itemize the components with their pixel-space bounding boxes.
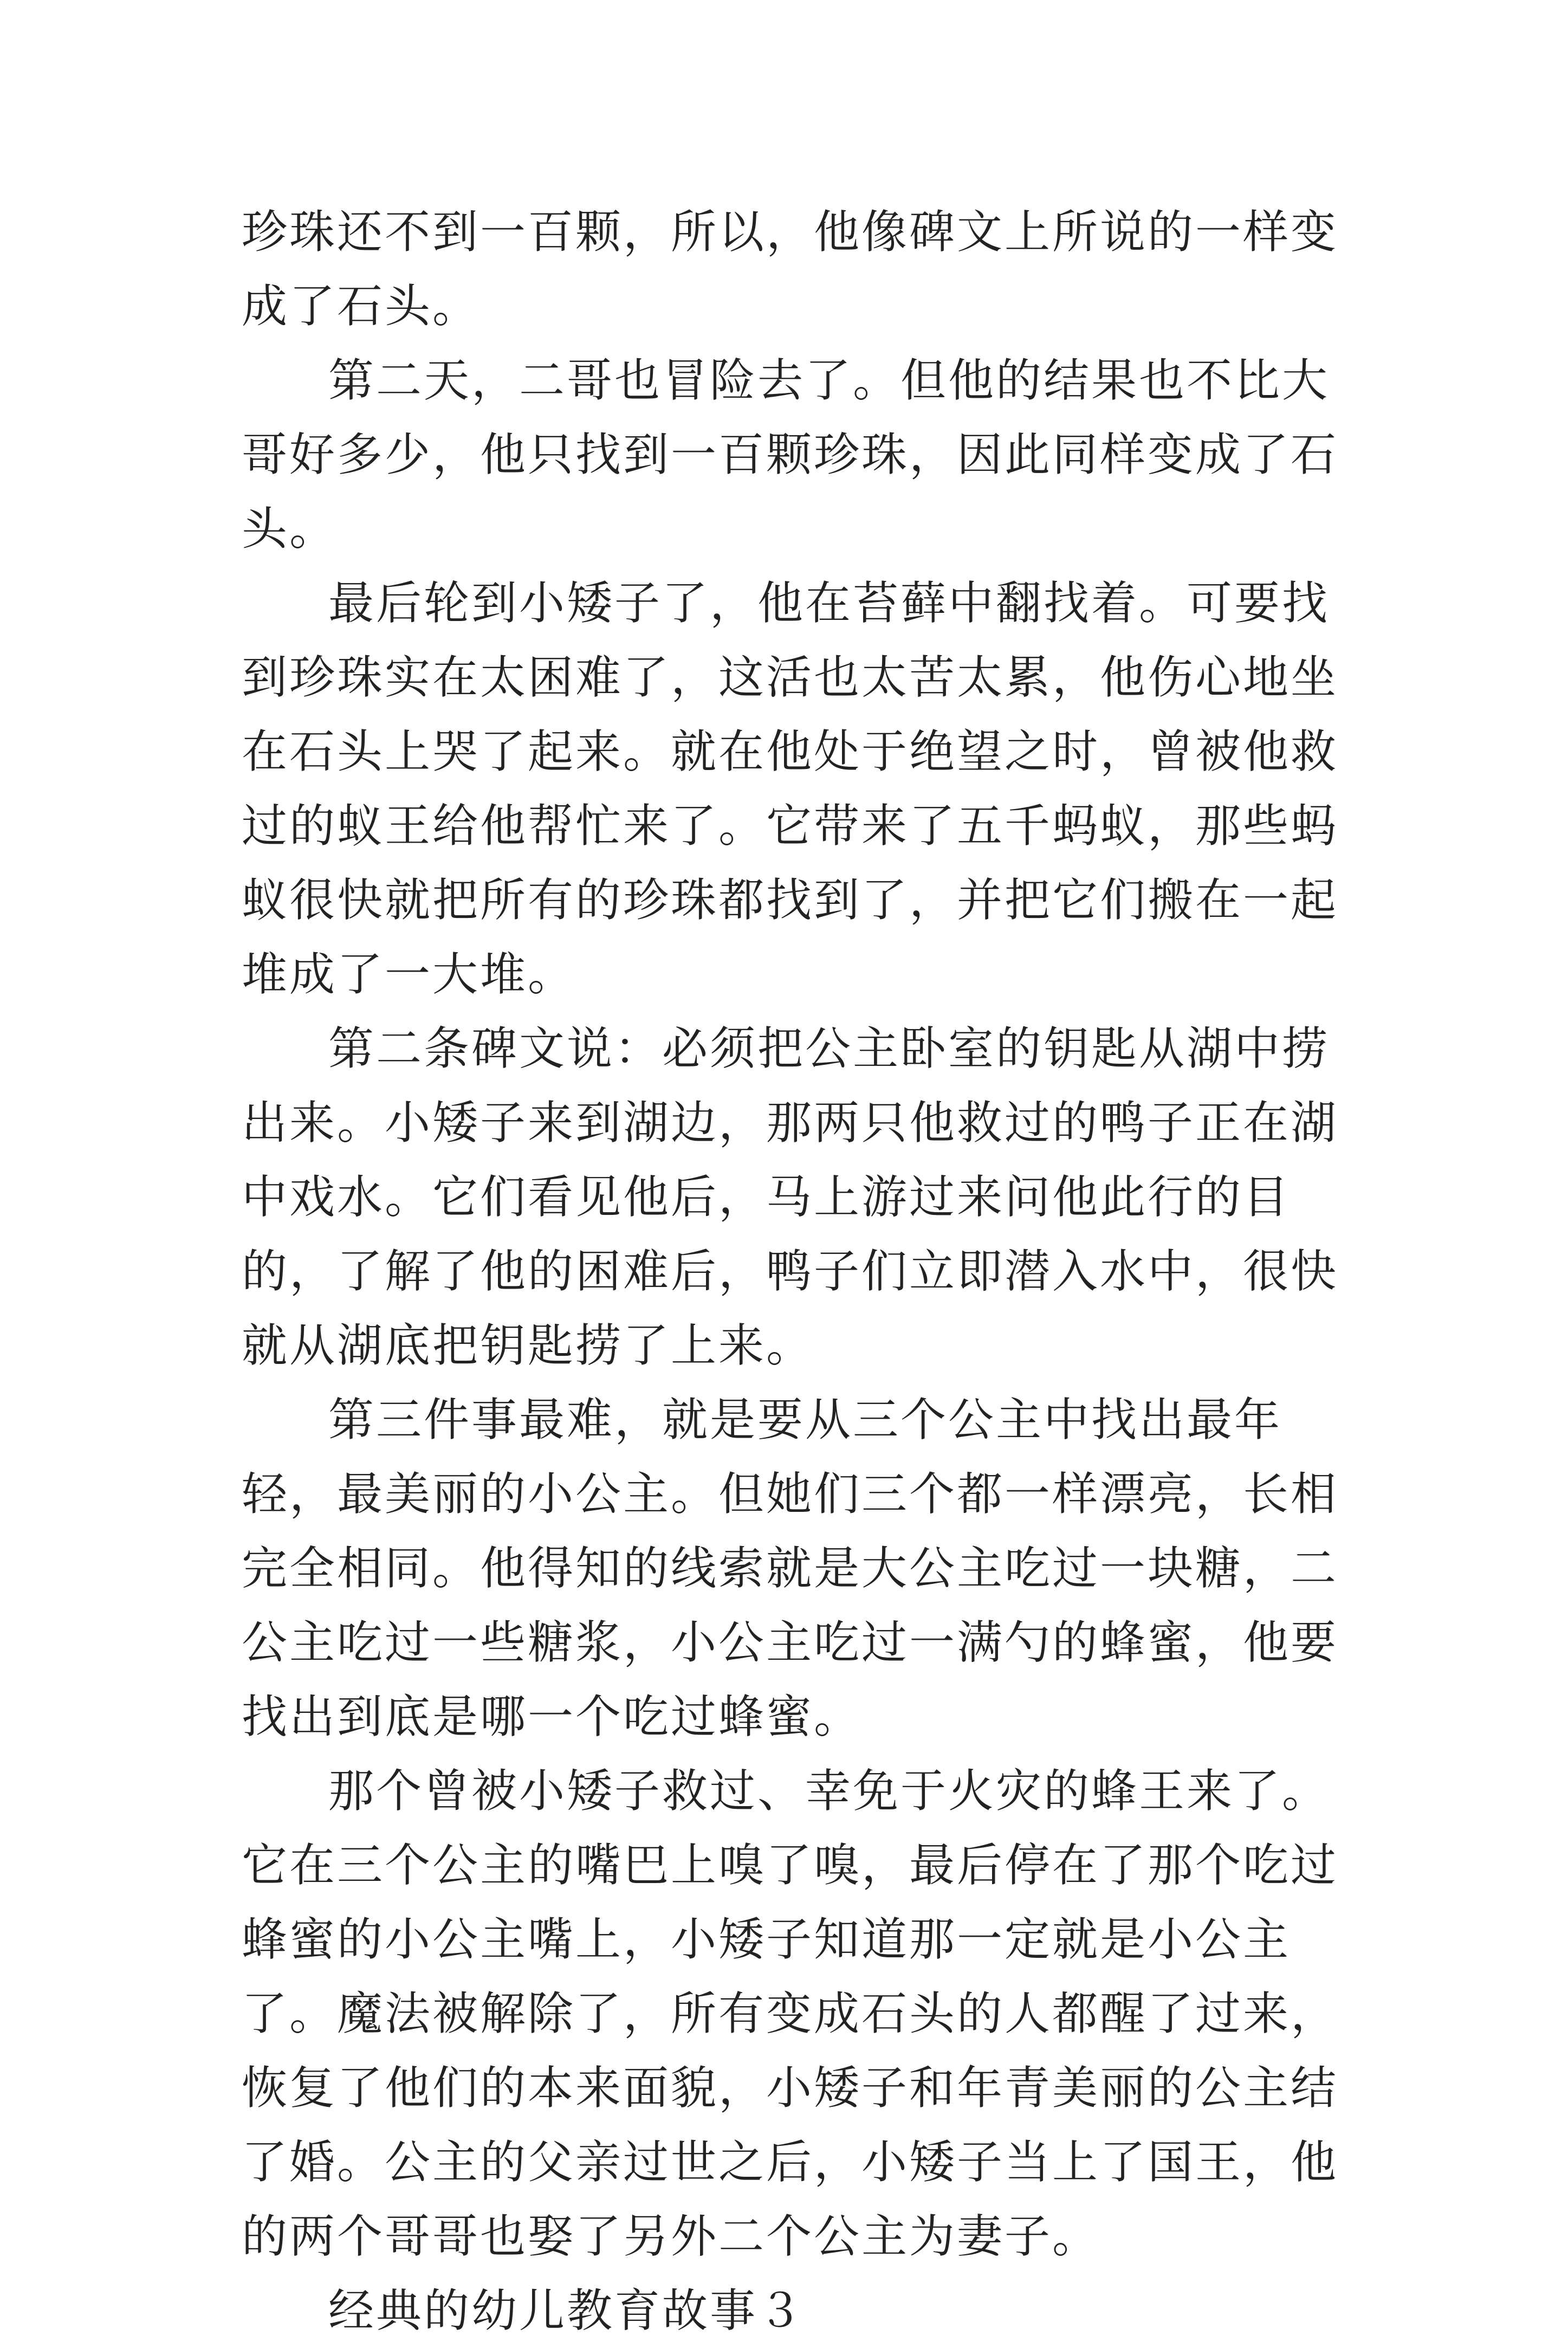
section-heading: 经典的幼儿教育故事３ — [328, 2284, 806, 2337]
paragraph-1: 珍珠还不到一百颗，所以，他像碑文上所说的一样变成了石头。 — [242, 205, 1339, 333]
paragraph-3: 最后轮到小矮子了，他在苔藓中翻找着。可要找到珍珠实在太困难了，这活也太苦太累，他伤心地坐在石头上哭了起来。就在他处于绝望之时，曾被他救过的蚁王给他帮忙来了。它带来了五千蚂蚁，那些蚂蚁很快就把所有的珍珠都找到了，并把它们搬在一起堆成了一大堆。 — [242, 577, 1339, 1001]
paragraph-6: 那个曾被小矮子救过、幸免于火灾的蜂王来了。它在三个公主的嘴巴上嗅了嗅，最后停在了那个吃过蜂蜜的小公主嘴上，小矮子知道那一定就是小公主了。魔法被解除了，所有变成石头的人都醒了过来，恢复了他们的本来面貌，小矮子和年青美丽的公主结了婚。公主的父亲过世之后，小矮子当上了国王，他的两个哥哥也娶了另外二个公主为妻子。 — [242, 1764, 1339, 2263]
document-body — [242, 195, 1347, 2348]
paragraph-2: 第二天，二哥也冒险去了。但他的结果也不比大哥好多少，他只找到一百颗珍珠，因此同样变成了石头。 — [242, 354, 1339, 555]
paragraph-5: 第三件事最难，就是要从三个公主中找出最年轻，最美丽的小公主。但她们三个都一样漂亮，长相完全相同。他得知的线索就是大公主吃过一块糖，二公主吃过一些糖浆，小公主吃过一满勺的蜂蜜，他要找出到底是哪一个吃过蜂蜜。 — [242, 1393, 1339, 1743]
paragraph-4: 第二条碑文说：必须把公主卧室的钥匙从湖中捞出来。小矮子来到湖边，那两只他救过的鸭子正在湖中戏水。它们看见他后，马上游过来问他此行的目的，了解了他的困难后，鸭子们立即潜入水中，很快就从湖底把钥匙捞了上来。 — [242, 1022, 1339, 1372]
